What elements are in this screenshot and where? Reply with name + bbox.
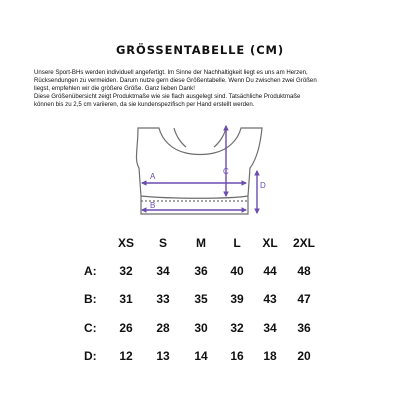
table-cell: 28 [156,321,170,335]
table-cell: 26 [119,321,133,335]
size-header: S [158,236,167,250]
row-label: A: [84,264,97,278]
size-header: XL [262,236,278,250]
table-cell: 32 [119,264,133,278]
table-cell: 34 [263,321,277,335]
table-cell: 44 [263,264,277,278]
measure-d-label: D [260,181,266,190]
measure-c-label: C [223,167,229,176]
table-cell: 31 [119,292,133,306]
table-cell: 34 [156,264,170,278]
measure-a-label: A [150,172,156,181]
table-cell: 16 [230,349,244,363]
table-cell: 39 [230,292,244,306]
intro-line: liegst, empfehlen wir die größere Größe. Ganz lieben Dank! [34,85,195,93]
page-title: GRÖSSENTABELLE (CM) [115,43,285,57]
table-cell: 13 [156,349,170,363]
table-cell: 33 [156,292,170,306]
table-cell: 40 [230,264,244,278]
table-cell: 48 [297,264,311,278]
table-cell: 47 [297,292,311,306]
table-cell: 30 [194,321,208,335]
size-header: XS [117,236,134,250]
table-cell: 36 [297,321,311,335]
table-cell: 14 [194,349,208,363]
intro-line: Diese Größenübersicht zeigt Produktmaße wie sie flach ausgelegt sind. Tatsächliche Produktmaße [34,93,301,101]
intro-line: Rücksendungen zu vermeiden. Darum nutze gern diese Größentabelle. Wenn Du zwischen zwei Größen [34,77,317,85]
table-cell: 20 [297,349,311,363]
table-cell: 36 [194,264,208,278]
intro-line: können bis zu 2,5 cm variieren, da sie kundenspezifisch per Hand erstellt werden. [34,101,255,109]
row-label: B: [84,292,97,306]
size-header: L [233,236,241,250]
table-cell: 12 [119,349,133,363]
table-cell: 43 [263,292,277,306]
table-cell: 32 [230,321,244,335]
intro-line: Unsere Sport-BHs werden individuell angefertigt. Im Sinne der Nachhaltigkeit liegt es uns am Herzen, [34,69,308,76]
row-label: C: [84,321,97,335]
table-cell: 18 [263,349,277,363]
size-header: M [196,236,206,250]
row-label: D: [84,349,97,363]
table-cell: 35 [194,292,208,306]
measure-b-label: B [150,201,156,210]
size-header: 2XL [292,236,315,250]
